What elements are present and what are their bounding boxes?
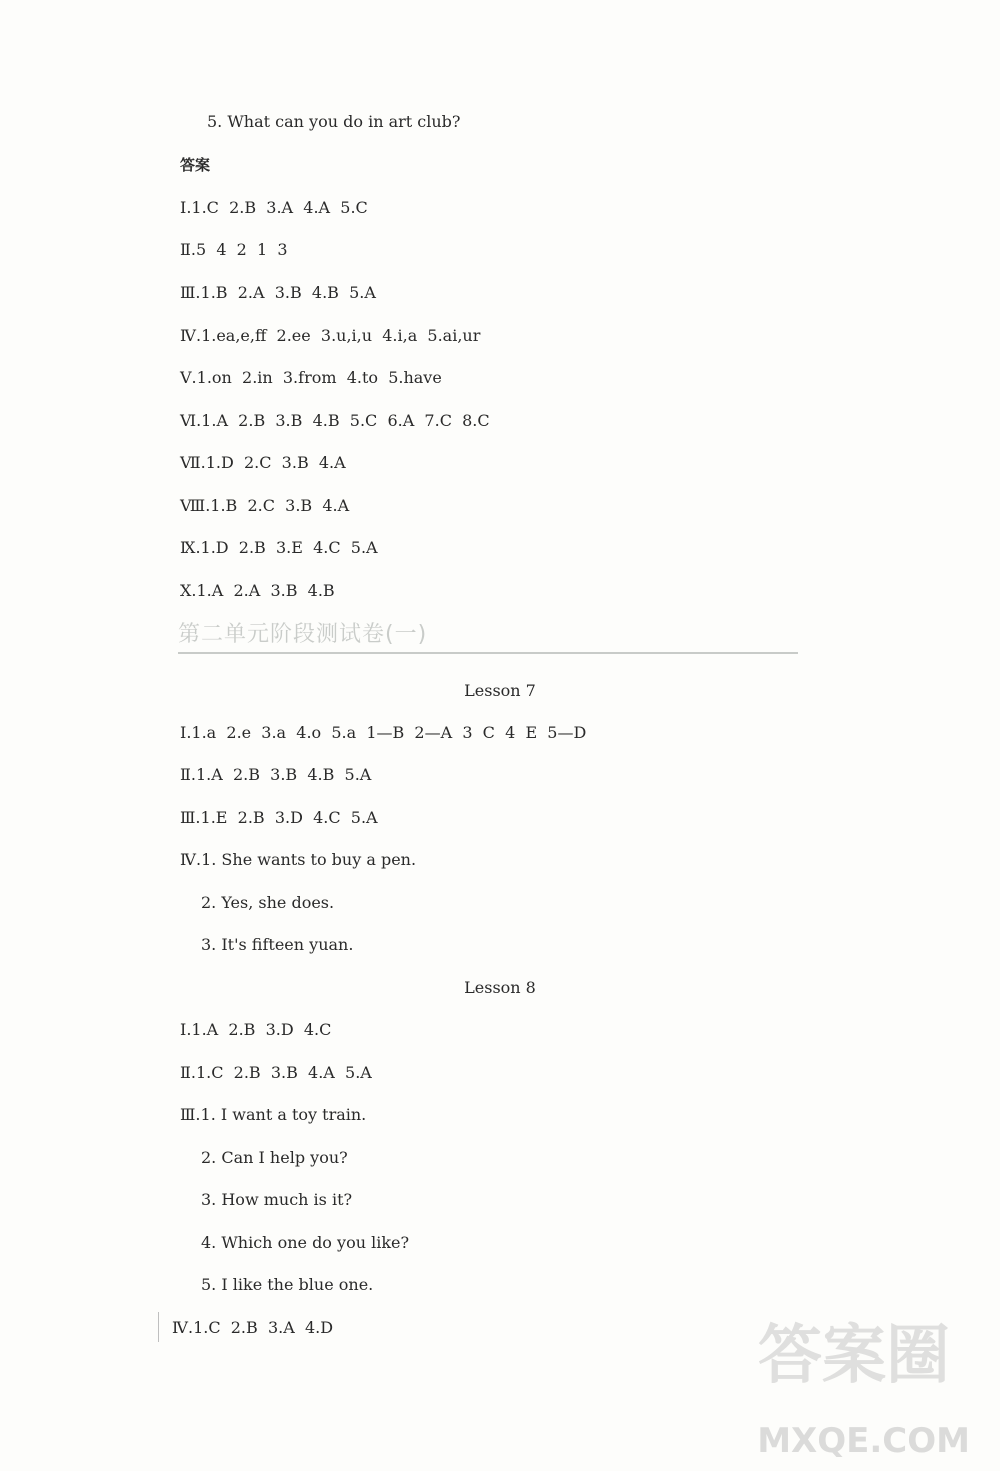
lesson8-line-7: 5. I like the blue one. — [201, 1275, 374, 1294]
lesson8-title: Lesson 8 — [464, 978, 536, 997]
answer-line-5: Ⅴ.1.on 2.in 3.from 4.to 5.have — [180, 368, 442, 387]
watermark — [720, 1321, 970, 1461]
lesson7-line-3: Ⅲ.1.E 2.B 3.D 4.C 5.A — [180, 808, 378, 827]
lesson7-title: Lesson 7 — [464, 681, 536, 700]
section-divider — [178, 652, 798, 654]
lesson8-line-3: Ⅲ.1. I want a toy train. — [180, 1105, 367, 1124]
lesson8-line-2: Ⅱ.1.C 2.B 3.B 4.A 5.A — [180, 1063, 372, 1082]
lesson7-line-4: Ⅳ.1. She wants to buy a pen. — [180, 850, 417, 869]
lesson8-line-1: Ⅰ.1.A 2.B 3.D 4.C — [180, 1020, 332, 1039]
answer-line-10: Ⅹ.1.A 2.A 3.B 4.B — [180, 581, 335, 600]
answer-line-3: Ⅲ.1.B 2.A 3.B 4.B 5.A — [180, 283, 376, 302]
section-title: 第二单元阶段测试卷(一) — [178, 622, 428, 647]
lesson8-line-8: Ⅳ.1.C 2.B 3.A 4.D — [172, 1318, 334, 1337]
lesson7-line-1: Ⅰ.1.a 2.e 3.a 4.o 5.a 1—B 2—A 3 C 4 E 5—D — [180, 723, 587, 742]
margin-mark — [158, 1312, 159, 1342]
lesson7-line-2: Ⅱ.1.A 2.B 3.B 4.B 5.A — [180, 765, 372, 784]
lesson8-line-5: 3. How much is it? — [201, 1190, 353, 1209]
watermark-logo-text: 答案圈 — [758, 1319, 950, 1393]
watermark-site-text: MXQE.COM — [757, 1421, 970, 1461]
lesson7-line-5: 2. Yes, she does. — [201, 893, 335, 912]
answer-line-6: Ⅵ.1.A 2.B 3.B 4.B 5.C 6.A 7.C 8.C — [180, 411, 490, 430]
answer-line-2: Ⅱ.5 4 2 1 3 — [180, 240, 288, 259]
lesson7-line-6: 3. It's fifteen yuan. — [201, 935, 354, 954]
answer-line-8: Ⅷ.1.B 2.C 3.B 4.A — [180, 496, 350, 515]
answer-line-7: Ⅶ.1.D 2.C 3.B 4.A — [180, 453, 346, 472]
answer-line-1: Ⅰ.1.C 2.B 3.A 4.A 5.C — [180, 198, 368, 217]
answers-heading: 答案 — [180, 156, 211, 174]
answer-line-9: Ⅸ.1.D 2.B 3.E 4.C 5.A — [180, 538, 378, 557]
lesson8-line-6: 4. Which one do you like? — [201, 1233, 410, 1252]
question-5: 5. What can you do in art club? — [207, 112, 461, 131]
answer-line-4: Ⅳ.1.ea,e,ff 2.ee 3.u,i,u 4.i,a 5.ai,ur — [180, 326, 481, 345]
lesson8-line-4: 2. Can I help you? — [201, 1148, 348, 1167]
